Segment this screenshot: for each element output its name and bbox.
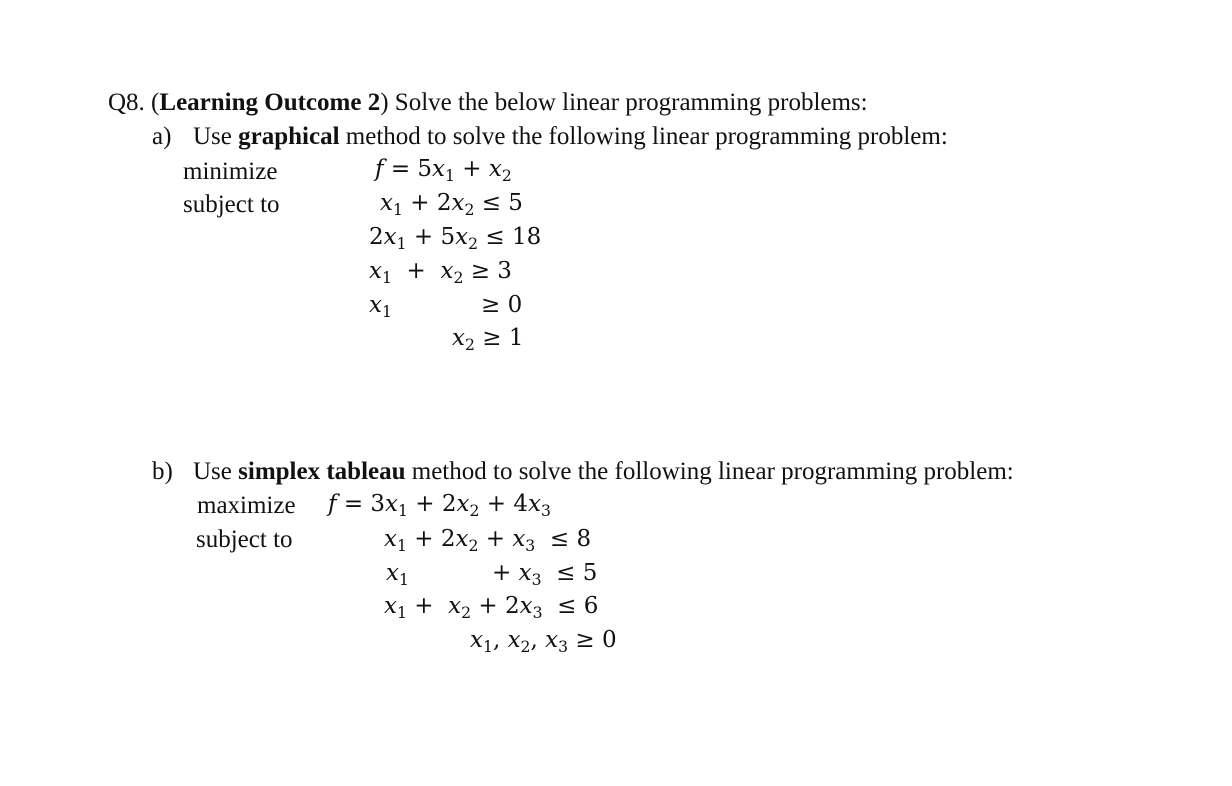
part-a-label: a) [152, 123, 172, 150]
part-b-constraint-2-var: $x_1$ [386, 560, 409, 589]
part-a-constraint-4-bound: ≥ 0 [481, 292, 523, 318]
part-a-subject-word: subject to [183, 191, 280, 218]
part-a-constraint-2: $2x_1 + 5x_2 \le 18$ [369, 224, 542, 253]
learning-outcome: Learning Outcome 2 [159, 89, 381, 116]
part-a-objective: $f = 5x_1 + x_2$ [375, 156, 512, 185]
part-b-subject-word: subject to [196, 526, 293, 553]
part-b-constraint-3: $x_1 + x_2 + 2x_3 \le 6$ [384, 593, 599, 622]
part-b-constraint-4: $x_1$, $x_2$, $x_3 \ge 0$ [470, 627, 617, 656]
question-heading: Q8. (Learning Outcome 2) Solve the below linear programming problems: [108, 89, 868, 116]
part-b-intro: Use simplex tableau method to solve the following linear programming problem: [193, 458, 1014, 485]
part-b-objective: $f = 3x_1 + 2x_2 + 4x_3$ [328, 491, 551, 520]
part-a-constraint-4-var: $x_1$ [369, 292, 392, 321]
part-b-constraint-1: $x_1 + 2x_2 + x_3 \le 8$ [384, 526, 592, 555]
method-simplex: simplex tableau [238, 458, 406, 485]
part-a-objective-word: minimize [183, 158, 278, 185]
method-graphical: graphical [238, 123, 340, 150]
part-a-constraint-5: $x_2 \ge 1$ [452, 325, 524, 354]
part-a-intro: Use graphical method to solve the following linear programming problem: [193, 123, 948, 150]
part-b-constraint-2-rest: + $x_3 \le 5$ [492, 560, 598, 589]
part-b-label: b) [152, 458, 173, 485]
part-a-constraint-3: $x_1 + x_2 \ge 3$ [369, 258, 512, 287]
part-a-constraint-1: $x_1 + 2x_2 \le 5$ [380, 190, 523, 219]
part-b-objective-word: maximize [197, 492, 296, 519]
